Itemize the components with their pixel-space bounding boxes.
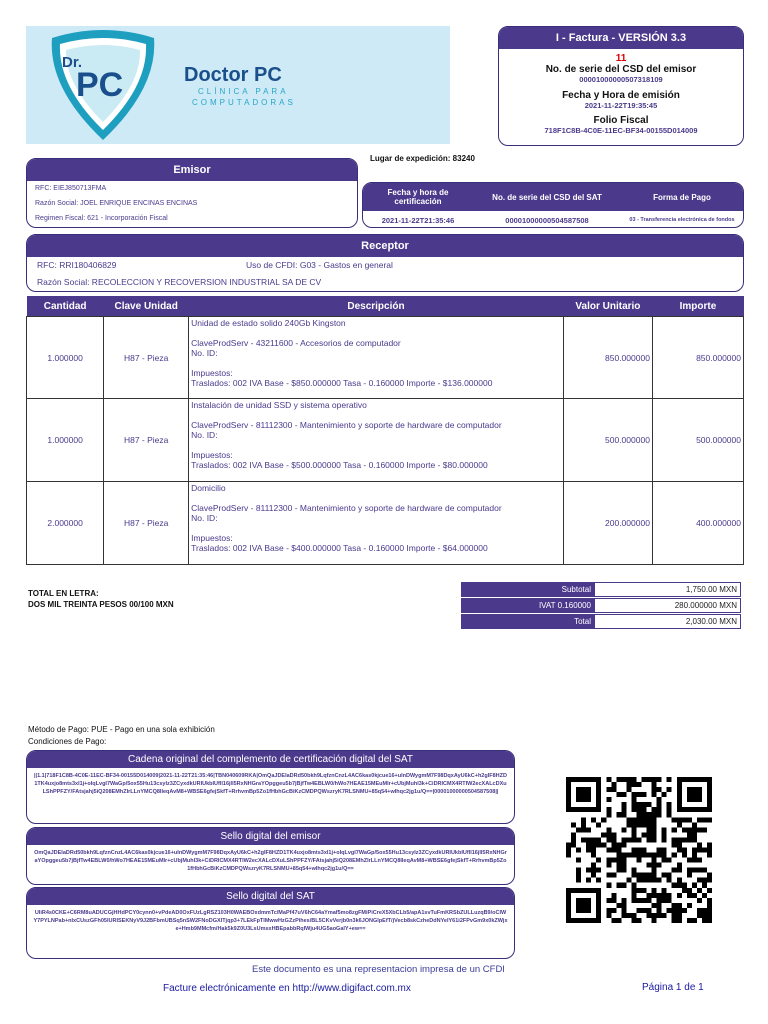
item-valor-unitario: 200.000000 (563, 482, 652, 565)
certification-header (363, 183, 743, 211)
sello-emisor-title: Sello digital del emisor (27, 828, 514, 845)
cadena-original-box (26, 750, 515, 824)
items-header-row (27, 296, 744, 317)
invoice-number: 11 (615, 53, 627, 64)
item-cantidad: 1.000000 (27, 317, 104, 399)
col-cantidad: Cantidad (27, 296, 104, 317)
total-label: Total (461, 614, 594, 629)
invoice-title: I - Factura - VERSIÓN 3.3 (499, 27, 743, 49)
sello-sat-title: Sello digital del SAT (27, 888, 514, 905)
logo-text-dr: Dr. (62, 54, 83, 71)
emisor-box (26, 158, 358, 228)
fecha-emision-label: Fecha y Hora de emisión (562, 90, 680, 101)
item-desc-id: No. ID: (191, 430, 218, 440)
total-letra-label: TOTAL EN LETRA: (28, 589, 99, 598)
fecha-emision-value: 2021-11-22T19:35:45 (584, 101, 658, 110)
receptor-box (26, 234, 744, 292)
total-letra-value: DOS MIL TREINTA PESOS 00/100 MXN (28, 600, 174, 609)
item-desc-name: Domicilio (191, 483, 226, 493)
cert-header-fecha: Fecha y hora de certificación (387, 188, 449, 206)
item-desc-traslados: Traslados: 002 IVA Base - $400.000000 Tasa - 0.160000 Importe - $64.000000 (191, 543, 488, 553)
emisor-title: Emisor (27, 159, 357, 181)
folio-fiscal-value: 718F1C8B-4C0E-11EC-BF34-00155D014009 (544, 126, 698, 135)
item-desc-name: Unidad de estado solido 240Gb Kingston (191, 318, 346, 328)
sello-sat-box (26, 887, 515, 959)
subtotal-value: 1,750.00 MXN (594, 582, 741, 597)
logo-banner (26, 26, 450, 144)
subtotal-label: Subtotal (461, 582, 594, 597)
receptor-uso-cfdi: Uso de CFDI: G03 - Gastos en general (246, 260, 393, 270)
table-row (27, 399, 744, 482)
item-importe: 400.000000 (652, 482, 743, 565)
invoice-header-box (498, 26, 744, 146)
total-row (461, 614, 741, 629)
item-desc-traslados: Traslados: 002 IVA Base - $500.000000 Tasa - 0.160000 Importe - $80.000000 (191, 460, 488, 470)
metodo-pago: Método de Pago: PUE - Pago en una sola exhibición (28, 725, 215, 734)
items-table (26, 296, 744, 565)
item-importe: 850.000000 (652, 317, 743, 399)
col-valor-unitario: Valor Unitario (563, 296, 652, 317)
csd-emisor-label: No. de serie del CSD del emisor (545, 64, 697, 75)
item-descripcion (189, 482, 564, 565)
logo-text-pc: PC (76, 66, 124, 104)
item-desc-id: No. ID: (191, 513, 218, 523)
item-desc-id: No. ID: (191, 348, 218, 358)
emisor-regimen: Regimen Fiscal: 621 - Incorporación Fiscal (35, 215, 168, 222)
item-valor-unitario: 500.000000 (563, 399, 652, 482)
col-clave-unidad: Clave Unidad (104, 296, 189, 317)
sello-emisor-text: OmQaJDEIaDRd50bkh9LqfznCnzL4AC6kas0kjcue16+uInDWygmM7F98DqxAyU6kC+h2gIF8HZD1TK4uxjo8mts3xI1j+oIqLvgI7WaGp/5ox55Hu13csyIz3ZCyxdkURIUkbIUflI16jlI5RxNHGraYOpggeu5b7jBjfTw4EBLW0/hWo7HEAE15MEuMIr+cUbjMuhI3k+CiDRICMX4RTIW2ecXALcDXuLShPPFZY/FAtsjahj5iQ208EMhZIrLLnYMCQ8IIeqAvM8+WBSE6gfejSkfT+RrhvmBp5Zo1fHbhGcBiKzCMDPQWszryK7RLSNMU+85q54+wIhqc2jg1u/Q== (34, 850, 507, 872)
item-desc-traslados: Traslados: 002 IVA Base - $850.000000 Tasa - 0.160000 Importe - $136.000000 (191, 378, 493, 388)
table-row (27, 317, 744, 399)
subtotal-row (461, 582, 741, 597)
item-importe: 500.000000 (652, 399, 743, 482)
item-cantidad: 2.000000 (27, 482, 104, 565)
total-value: 2,030.00 MXN (594, 614, 741, 629)
brand-name: Doctor PC (184, 64, 282, 86)
certification-box (362, 182, 744, 228)
item-cantidad: 1.000000 (27, 399, 104, 482)
item-desc-name: Instalación de unidad SSD y sistema operativo (191, 400, 367, 410)
page-number: Página 1 de 1 (642, 982, 704, 993)
item-clave-unidad: H87 - Pieza (104, 317, 189, 399)
cadena-original-text: ||1.1|718F1C8B-4C0E-11EC-BF34-00155D014009|2021-11-22T21:35:46|TBN040609RKA|OmQaJDEIaDRd50bkh9LqfznCnzL4AC6kas0kjcue16+uInDWygmM7F98DqxAyU6kC+h2gIF8HZD1TK4uxjo8mts3xI1j+oIqLvgI7WaGp/5ox55Hu13csyIz3ZCyxdkURIUkbIUflI16jlI5RxNHGraYOpggeu5b7jBjfTw4EBLW0/hWo7HEAE15MEuMIr+cUbjMuhI3k+CiDRICMX4RTIW2ecXALcDXuLShPPFZY/FAtsjahj5iQ208EMhZIrLLnYMCQ8IIeqAvM8+WBSE6gfejSkfT+RrhvmBp5Zo1fHbhGcBiKzCMDPQWszryK7RLSNMU+85q54+wIhqc2jg1u/Q==|00001000000504587508|| (34, 773, 507, 795)
total-en-letra (28, 588, 174, 610)
totals-box (461, 582, 741, 630)
csd-emisor-value: 00001000000507318109 (579, 75, 663, 84)
iva-row (461, 598, 741, 613)
iva-label: IVAT 0.160000 (461, 598, 594, 613)
item-desc-claveprod: ClaveProdServ - 43211600 - Accesorios de computador (191, 338, 401, 348)
item-clave-unidad: H87 - Pieza (104, 399, 189, 482)
footer-website[interactable]: Facture electrónicamente en http://www.digifact.com.mx (163, 983, 411, 994)
table-row (27, 482, 744, 565)
condiciones-pago: Condiciones de Pago: (28, 737, 107, 746)
cert-forma-pago-value: 03 - Transferencia electrónica de fondos (629, 217, 735, 223)
sello-sat-text: UIiR4s0CKE+C6RM8uADUCGjHHdPCY0cynn0+vPdeAD0OxFUzLgRSZ103H0WAEBOxdmmTc/MaPf47uV6hC64aYmaf5mo8zgFMiPiCreX5XbCLb5/apA1svTuFmKRSbZULLuzqB9/oCIWY7PYLNPab+nIxCUszGFh05lURISEKNyV9J2BFbmUBSq5nSW2FNoDGXITjqp3+7LEkFpTlMwwHzGZzPihes/BL5CKvVerjb0n3k6JONGlpEfT/jVecb8skCzheDdNYeIY61i2FPvGm9x0kZWjxe+Hmb9MMcfm/Hak5k9Z0U3LsUmsxHBEpabbRqIWju4UG5aoGalY+ew== (33, 910, 508, 932)
item-desc-claveprod: ClaveProdServ - 81112300 - Mantenimiento y soporte de hardware de computador (191, 503, 502, 513)
footer-cfdi-note: Este documento es una representacion impresa de un CFDI (252, 964, 505, 975)
receptor-razon-social: Razón Social: RECOLECCION Y RECOVERSION INDUSTRIAL SA DE CV (37, 277, 322, 287)
item-descripcion (189, 399, 564, 482)
item-desc-impuestos: Impuestos: (191, 533, 233, 543)
cadena-original-title: Cadena original del complemento de certificación digital del SAT (27, 751, 514, 768)
cert-header-csd-sat: No. de serie del CSD del SAT (492, 192, 602, 202)
cert-header-forma-pago: Forma de Pago (653, 192, 711, 202)
iva-value: 280.000000 MXN (594, 598, 741, 613)
item-desc-impuestos: Impuestos: (191, 450, 233, 460)
brand-tagline-2: COMPUTADORAS (192, 98, 296, 107)
payment-info (28, 724, 215, 748)
cert-fecha-value: 2021-11-22T21:35:46 (381, 215, 455, 225)
brand-tagline-1: CLÍNICA PARA (198, 87, 289, 96)
sello-emisor-box (26, 827, 515, 885)
receptor-rfc-row (27, 257, 743, 274)
receptor-title: Receptor (27, 235, 743, 257)
emisor-razon-social: Razón Social: JOEL ENRIQUE ENCINAS ENCINAS (35, 200, 198, 207)
folio-fiscal-label: Folio Fiscal (593, 115, 649, 126)
item-desc-claveprod: ClaveProdServ - 81112300 - Mantenimiento y soporte de hardware de computador (191, 420, 502, 430)
col-importe: Importe (652, 296, 743, 317)
item-valor-unitario: 850.000000 (563, 317, 652, 399)
item-descripcion (189, 317, 564, 399)
item-desc-impuestos: Impuestos: (191, 368, 233, 378)
lugar-expedicion: Lugar de expedición: 83240 (370, 154, 475, 163)
col-descripcion: Descripción (189, 296, 564, 317)
item-clave-unidad: H87 - Pieza (104, 482, 189, 565)
emisor-rfc: RFC: EIEJ850713FMA (35, 185, 107, 192)
receptor-rfc: RFC: RRI180406829 (37, 260, 117, 270)
certification-row (363, 211, 743, 228)
cert-csd-sat-value: 00001000000504587508 (505, 215, 589, 225)
qr-code (566, 776, 712, 924)
